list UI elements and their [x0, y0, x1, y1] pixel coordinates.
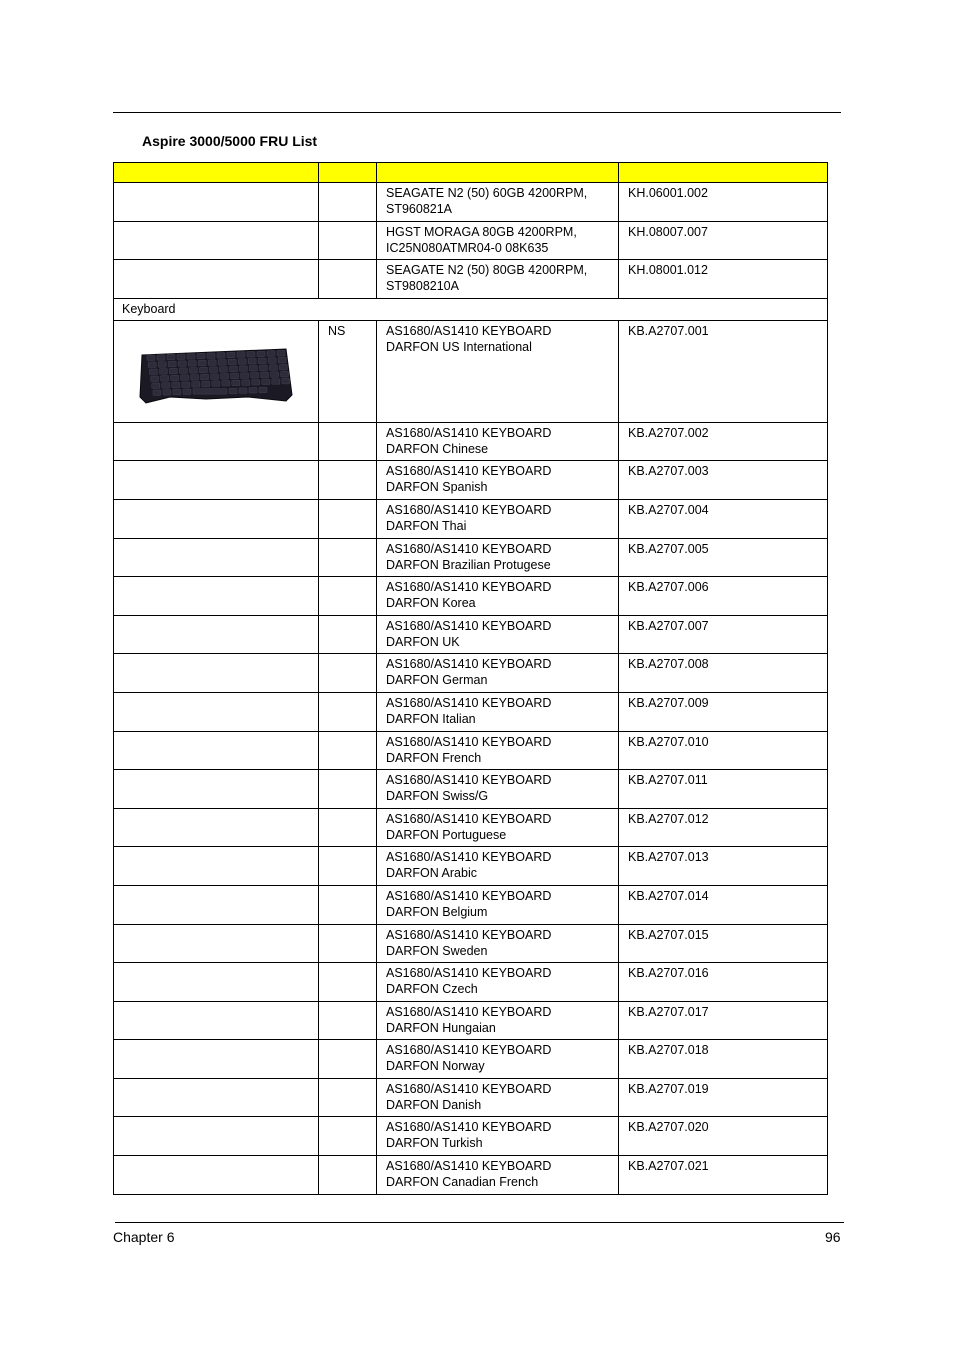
location-cell	[319, 692, 377, 731]
part-number-cell-line: KB.A2707.013	[628, 850, 709, 865]
fru-table	[113, 162, 828, 1195]
keyboard-key	[257, 351, 265, 357]
description-cell-line: AS1680/AS1410 KEYBOARD	[386, 1159, 552, 1174]
part-number-cell	[619, 1040, 828, 1079]
picture-cell	[114, 654, 319, 693]
picture-cell	[114, 183, 319, 222]
keyboard-key	[278, 357, 286, 363]
table-row	[114, 577, 828, 616]
picture-cell	[114, 260, 319, 299]
table-row	[114, 538, 828, 577]
picture-cell	[114, 1040, 319, 1079]
keyboard-key	[231, 373, 239, 379]
keyboard-key	[262, 379, 270, 385]
section-row-keyboard	[114, 298, 828, 320]
keyboard-key	[181, 375, 189, 381]
header-cell	[114, 163, 319, 183]
location-cell	[319, 1078, 377, 1117]
keyboard-key	[153, 390, 161, 396]
description-cell-line: DARFON French	[386, 750, 482, 765]
part-number-cell-line: KB.A2707.016	[628, 966, 709, 981]
description-cell-line: DARFON Korea	[386, 596, 476, 611]
description-cell-line: DARFON Portuguese	[386, 827, 507, 842]
description-cell	[377, 1001, 619, 1040]
description-cell-line: DARFON Hungaian	[386, 1020, 496, 1035]
description-cell-line: AS1680/AS1410 KEYBOARD	[386, 850, 552, 865]
part-number-cell	[619, 847, 828, 886]
keyboard-key	[249, 387, 257, 393]
location-cell	[319, 1040, 377, 1079]
keyboard-key	[151, 376, 159, 382]
location-cell	[319, 731, 377, 770]
part-number-cell	[619, 577, 828, 616]
keyboard-key	[219, 366, 227, 372]
part-number-cell	[619, 808, 828, 847]
part-number-cell-line: KB.A2707.017	[628, 1004, 709, 1019]
description-cell-line: DARFON Norway	[386, 1059, 485, 1074]
description-cell-line: SEAGATE N2 (50) 60GB 4200RPM,	[386, 186, 588, 200]
keyboard-key	[259, 365, 267, 371]
top-rule	[113, 112, 841, 113]
keyboard-key	[149, 369, 157, 375]
description-cell-line: DARFON Sweden	[386, 943, 488, 958]
keyboard-key	[228, 359, 236, 365]
picture-cell	[114, 461, 319, 500]
part-number-cell-line: KB.A2707.002	[628, 425, 709, 440]
part-number-cell	[619, 885, 828, 924]
description-cell-line: DARFON Danish	[386, 1097, 482, 1112]
keyboard-key	[269, 365, 277, 371]
part-number-cell-line: KB.A2707.005	[628, 541, 709, 556]
description-cell-line: AS1680/AS1410 KEYBOARD	[386, 734, 552, 749]
keyboard-key	[282, 378, 290, 384]
part-number-cell-line: KB.A2707.015	[628, 927, 709, 942]
description-cell-line: AS1680/AS1410 KEYBOARD	[386, 927, 552, 942]
location-cell	[319, 1156, 377, 1195]
part-number-cell	[619, 499, 828, 538]
keyboard-key	[182, 382, 190, 388]
keyboard-key	[158, 361, 166, 367]
header-cell	[377, 163, 619, 183]
keyboard-picture	[136, 347, 296, 409]
table-row	[114, 260, 828, 299]
description-cell-line: DARFON Chinese	[386, 441, 489, 456]
keyboard-key	[202, 381, 210, 387]
part-number-cell-line: KB.A2707.009	[628, 695, 709, 710]
description-cell-line: DARFON Canadian French	[386, 1175, 539, 1190]
part-number-cell-line: KB.A2707.010	[628, 734, 709, 749]
location-cell	[319, 1001, 377, 1040]
location-cell	[319, 654, 377, 693]
part-number-cell	[619, 1117, 828, 1156]
description-cell	[377, 1117, 619, 1156]
part-number-cell	[619, 260, 828, 299]
part-number-cell	[619, 461, 828, 500]
picture-cell	[114, 731, 319, 770]
keyboard-key	[277, 350, 285, 356]
keyboard-key	[163, 389, 171, 395]
keyboard-key	[237, 352, 245, 358]
description-cell-line: AS1680/AS1410 KEYBOARD	[386, 541, 552, 556]
picture-cell	[114, 924, 319, 963]
location-cell-line: NS	[328, 323, 346, 338]
location-cell	[319, 885, 377, 924]
description-cell-line: AS1680/AS1410 KEYBOARD	[386, 425, 552, 440]
keyboard-key	[239, 388, 247, 394]
picture-cell	[114, 499, 319, 538]
description-cell-line: AS1680/AS1410 KEYBOARD	[386, 580, 552, 595]
table-row	[114, 1078, 828, 1117]
part-number-cell	[619, 1078, 828, 1117]
description-cell	[377, 770, 619, 809]
keyboard-key	[191, 374, 199, 380]
description-cell-line: AS1680/AS1410 KEYBOARD	[386, 1081, 552, 1096]
description-cell	[377, 320, 619, 422]
description-cell-line: AS1680/AS1410 KEYBOARD	[386, 811, 552, 826]
keyboard-key	[192, 381, 200, 387]
table-row	[114, 731, 828, 770]
keyboard-key	[271, 372, 279, 378]
keyboard-key	[208, 360, 216, 366]
description-cell-line: DARFON Belgium	[386, 904, 488, 919]
keyboard-key	[161, 375, 169, 381]
keyboard-key	[189, 367, 197, 373]
description-cell-line: DARFON Spanish	[386, 480, 488, 495]
description-cell	[377, 577, 619, 616]
location-cell	[319, 422, 377, 461]
keyboard-key	[217, 352, 225, 358]
keyboard-key	[207, 353, 215, 359]
keyboard-key	[232, 380, 240, 386]
keyboard-key	[252, 379, 260, 385]
description-cell-line: AS1680/AS1410 KEYBOARD	[386, 695, 552, 710]
location-cell	[319, 183, 377, 222]
keyboard-key	[238, 359, 246, 365]
keyboard-key	[247, 351, 255, 357]
table-row	[114, 808, 828, 847]
picture-cell	[114, 692, 319, 731]
location-cell	[319, 615, 377, 654]
part-number-cell-line: KB.A2707.008	[628, 657, 709, 672]
picture-cell	[114, 1001, 319, 1040]
keyboard-key	[188, 360, 196, 366]
keyboard-key	[241, 373, 249, 379]
keyboard-key	[229, 366, 237, 372]
description-cell-line: DARFON Czech	[386, 982, 478, 997]
description-cell-line: AS1680/AS1410 KEYBOARD	[386, 618, 552, 633]
table-row	[114, 499, 828, 538]
table-row	[114, 963, 828, 1002]
part-number-cell	[619, 183, 828, 222]
keyboard-key	[169, 368, 177, 374]
description-cell-line: DARFON Turkish	[386, 1136, 483, 1151]
description-cell-line: DARFON US International	[386, 339, 532, 354]
part-number-cell-line: KB.A2707.018	[628, 1043, 709, 1058]
picture-cell	[114, 615, 319, 654]
description-cell-line: AS1680/AS1410 KEYBOARD	[386, 1004, 552, 1019]
keyboard-key	[159, 368, 167, 374]
part-number-cell-line: KB.A2707.001	[628, 323, 709, 338]
keyboard-key	[177, 354, 185, 360]
keyboard-key	[172, 382, 180, 388]
description-cell-line: DARFON Italian	[386, 711, 476, 726]
part-number-cell-line: KB.A2707.004	[628, 502, 709, 517]
location-cell	[319, 1117, 377, 1156]
table-row	[114, 1117, 828, 1156]
picture-cell	[114, 770, 319, 809]
keyboard-key	[178, 361, 186, 367]
description-cell-line: ST960821A	[386, 202, 453, 216]
section-label: Keyboard	[122, 301, 176, 316]
table-row	[114, 615, 828, 654]
keyboard-key	[229, 388, 237, 394]
location-cell	[319, 808, 377, 847]
description-cell-line: DARFON UK	[386, 634, 460, 649]
keyboard-key	[222, 380, 230, 386]
description-cell	[377, 885, 619, 924]
footer-page-number: 96	[825, 1229, 841, 1245]
keyboard-key	[198, 360, 206, 366]
description-cell-line: AS1680/AS1410 KEYBOARD	[386, 464, 552, 479]
keyboard-key	[218, 359, 226, 365]
picture-cell	[114, 847, 319, 886]
table-row	[114, 320, 828, 422]
part-number-cell	[619, 692, 828, 731]
description-cell	[377, 499, 619, 538]
keyboard-key	[248, 358, 256, 364]
part-number-cell	[619, 963, 828, 1002]
picture-cell	[114, 1078, 319, 1117]
description-cell	[377, 1040, 619, 1079]
keyboard-key	[242, 380, 250, 386]
description-cell-line: AS1680/AS1410 KEYBOARD	[386, 657, 552, 672]
table-row	[114, 847, 828, 886]
description-cell	[377, 461, 619, 500]
picture-cell	[114, 577, 319, 616]
description-cell	[377, 654, 619, 693]
picture-cell	[114, 538, 319, 577]
picture-cell	[114, 1156, 319, 1195]
keyboard-key	[249, 365, 257, 371]
keyboard-key	[227, 352, 235, 358]
location-cell	[319, 260, 377, 299]
part-number-cell	[619, 422, 828, 461]
location-cell	[319, 320, 377, 422]
table-row	[114, 924, 828, 963]
keyboard-key	[201, 374, 209, 380]
part-number-cell-line: KH.06001.002	[628, 186, 708, 200]
part-number-cell-line: KB.A2707.003	[628, 464, 709, 479]
description-cell-line: ST9808210A	[386, 279, 459, 294]
keyboard-key	[183, 389, 191, 395]
part-number-cell-line: KB.A2707.011	[628, 773, 708, 788]
part-number-cell-line: KB.A2707.012	[628, 811, 709, 826]
keyboard-key	[279, 364, 287, 370]
part-number-cell	[619, 1001, 828, 1040]
keyboard-key	[239, 366, 247, 372]
picture-cell	[114, 422, 319, 461]
part-number-cell-line: KB.A2707.014	[628, 888, 709, 903]
description-cell	[377, 183, 619, 222]
part-number-cell	[619, 770, 828, 809]
keyboard-key	[162, 382, 170, 388]
table-row	[114, 1001, 828, 1040]
keyboard-key	[209, 367, 217, 373]
description-cell	[377, 260, 619, 299]
table-row	[114, 461, 828, 500]
table-header-row	[114, 163, 828, 183]
picture-cell	[114, 221, 319, 260]
header-cell	[319, 163, 377, 183]
table-row	[114, 221, 828, 260]
keyboard-key	[259, 387, 267, 393]
part-number-cell	[619, 654, 828, 693]
table-row	[114, 654, 828, 693]
description-cell	[377, 221, 619, 260]
keyboard-key	[272, 379, 280, 385]
description-cell-line: AS1680/AS1410 KEYBOARD	[386, 502, 552, 517]
keyboard-key	[211, 374, 219, 380]
keyboard-key	[251, 372, 259, 378]
keyboard-key	[179, 368, 187, 374]
description-cell-line: DARFON Arabic	[386, 866, 477, 881]
keyboard-key	[171, 375, 179, 381]
keyboard-key	[147, 355, 155, 361]
picture-cell	[114, 1117, 319, 1156]
description-cell	[377, 924, 619, 963]
section-label-cell	[114, 298, 828, 320]
part-number-cell-line: KB.A2707.019	[628, 1081, 709, 1096]
description-cell-line: DARFON Thai	[386, 518, 467, 533]
keyboard-key	[187, 353, 195, 359]
table-row	[114, 1040, 828, 1079]
description-cell-line: AS1680/AS1410 KEYBOARD	[386, 1120, 552, 1135]
description-cell	[377, 538, 619, 577]
table-row	[114, 422, 828, 461]
keyboard-key	[167, 354, 175, 360]
description-cell	[377, 1078, 619, 1117]
part-number-cell-line: KB.A2707.006	[628, 580, 709, 595]
description-cell-line: DARFON Brazilian Protugese	[386, 557, 551, 572]
location-cell	[319, 924, 377, 963]
description-cell	[377, 847, 619, 886]
location-cell	[319, 847, 377, 886]
part-number-cell	[619, 320, 828, 422]
part-number-cell	[619, 731, 828, 770]
description-cell-line: AS1680/AS1410 KEYBOARD	[386, 966, 552, 981]
keyboard-key	[148, 362, 156, 368]
location-cell	[319, 461, 377, 500]
location-cell	[319, 963, 377, 1002]
description-cell-line: DARFON German	[386, 673, 488, 688]
picture-cell	[114, 320, 319, 422]
description-cell-line: AS1680/AS1410 KEYBOARD	[386, 888, 552, 903]
table-row	[114, 770, 828, 809]
description-cell	[377, 422, 619, 461]
page-title: Aspire 3000/5000 FRU List	[142, 133, 318, 149]
location-cell	[319, 499, 377, 538]
bottom-rule	[115, 1222, 844, 1223]
picture-cell	[114, 808, 319, 847]
keyboard-key	[193, 388, 227, 394]
keyboard-key	[212, 381, 220, 387]
location-cell	[319, 538, 377, 577]
description-cell-line: AS1680/AS1410 KEYBOARD	[386, 323, 552, 338]
description-cell	[377, 615, 619, 654]
table-row	[114, 183, 828, 222]
header-cell	[619, 163, 828, 183]
keyboard-key	[157, 354, 165, 360]
part-number-cell	[619, 615, 828, 654]
table-row	[114, 692, 828, 731]
keyboard-key	[268, 358, 276, 364]
part-number-cell-line: KB.A2707.007	[628, 618, 709, 633]
description-cell-line: SEAGATE N2 (50) 80GB 4200RPM,	[386, 263, 588, 278]
keyboard-key	[197, 353, 205, 359]
keyboard-key	[281, 371, 289, 377]
part-number-cell-line: KB.A2707.020	[628, 1120, 709, 1135]
picture-cell	[114, 885, 319, 924]
description-cell	[377, 692, 619, 731]
keyboard-key	[261, 372, 269, 378]
part-number-cell-line: KH.08001.012	[628, 263, 708, 278]
part-number-cell	[619, 221, 828, 260]
description-cell-line: DARFON Swiss/G	[386, 789, 489, 804]
description-cell-line: AS1680/AS1410 KEYBOARD	[386, 1043, 552, 1058]
footer-chapter: Chapter 6	[113, 1229, 175, 1245]
part-number-cell	[619, 538, 828, 577]
keyboard-key	[267, 351, 275, 357]
keyboard-key	[258, 358, 266, 364]
location-cell	[319, 577, 377, 616]
keyboard-key	[173, 389, 181, 395]
part-number-cell	[619, 1156, 828, 1195]
keyboard-key	[152, 383, 160, 389]
description-cell	[377, 1156, 619, 1195]
part-number-cell-line: KB.A2707.021	[628, 1159, 709, 1174]
table-row	[114, 885, 828, 924]
description-cell-line: IC25N080ATMR04-0 08K635	[386, 240, 549, 255]
table-row	[114, 1156, 828, 1195]
part-number-cell	[619, 924, 828, 963]
description-cell	[377, 731, 619, 770]
description-cell-line: HGST MORAGA 80GB 4200RPM,	[386, 224, 577, 239]
keyboard-key	[168, 361, 176, 367]
picture-cell	[114, 963, 319, 1002]
keyboard-key	[221, 373, 229, 379]
keyboard-key	[199, 367, 207, 373]
description-cell-line: AS1680/AS1410 KEYBOARD	[386, 773, 552, 788]
location-cell	[319, 221, 377, 260]
location-cell	[319, 770, 377, 809]
description-cell	[377, 963, 619, 1002]
description-cell	[377, 808, 619, 847]
part-number-cell-line: KH.08007.007	[628, 224, 708, 239]
